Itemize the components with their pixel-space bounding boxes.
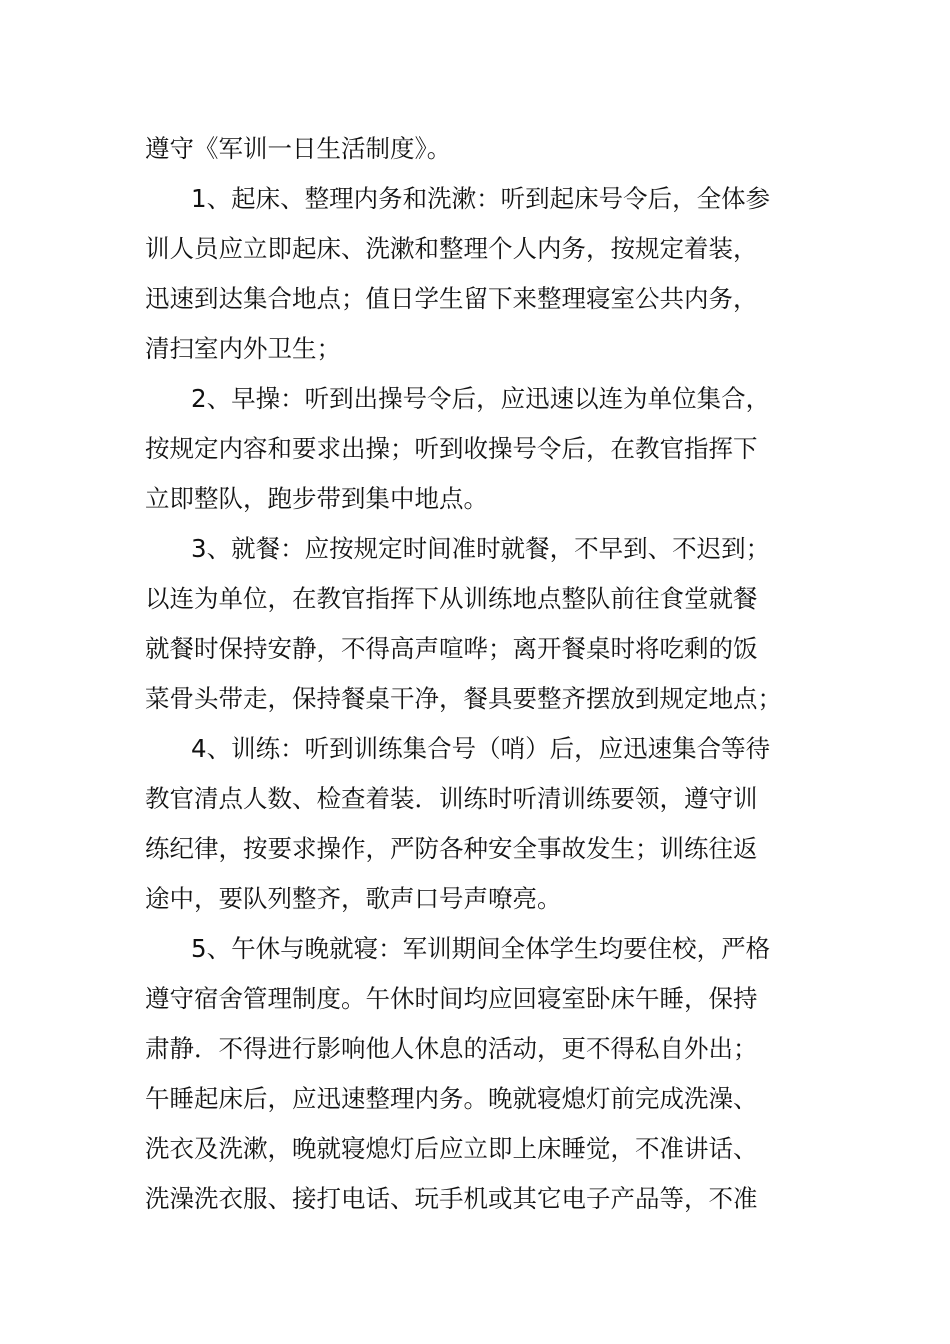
text-line: 按规定内容和要求出操；听到收操号令后，在教官指挥下 [145, 434, 758, 463]
text-line: 5、午休与晚就寝：军训期间全体学生均要住校，严格 [191, 934, 771, 963]
paragraph-wakeup [145, 174, 810, 374]
text-line: 菜骨头带走，保持餐桌干净，餐具要整齐摆放到规定地点； [145, 684, 782, 713]
text-line: 洗澡洗衣服、接打电话、玩手机或其它电子产品等，不准 [145, 1184, 758, 1213]
text-line: 就餐时保持安静，不得高声喧哗；离开餐桌时将吃剩的饭 [145, 634, 758, 663]
text-line: 遵守宿舍管理制度。午休时间均应回寝室卧床午睡，保持 [145, 984, 758, 1013]
text-line: 4、训练：听到训练集合号（哨）后，应迅速集合等待 [191, 734, 771, 763]
text-line: 以连为单位，在教官指挥下从训练地点整队前往食堂就餐 [145, 584, 758, 613]
paragraph-meals [145, 524, 810, 724]
text-line: 清扫室内外卫生； [145, 334, 341, 363]
text-line: 训人员应立即起床、洗漱和整理个人内务，按规定着装， [145, 234, 758, 263]
document-body [145, 124, 810, 1224]
text-line: 2、早操：听到出操号令后，应迅速以连为单位集合， [191, 384, 771, 413]
text-line: 迅速到达集合地点；值日学生留下来整理寝室公共内务， [145, 284, 758, 313]
text-line: 立即整队，跑步带到集中地点。 [145, 484, 488, 513]
text-line: 午睡起床后，应迅速整理内务。晚就寝熄灯前完成洗澡、 [145, 1084, 758, 1113]
text-line: 教官清点人数、检查着装．训练时听清训练要领，遵守训 [145, 784, 758, 813]
text-line: 肃静．不得进行影响他人休息的活动，更不得私自外出； [145, 1034, 758, 1063]
text-line: 1、起床、整理内务和洗漱：听到起床号令后，全体参 [191, 184, 771, 213]
text-line: 途中，要队列整齐，歌声口号声嘹亮。 [145, 884, 562, 913]
paragraph-training [145, 724, 810, 924]
text-line: 3、就餐：应按规定时间准时就餐，不早到、不迟到； [191, 534, 771, 563]
paragraph-intro [145, 124, 810, 174]
text-line: 洗衣及洗漱，晚就寝熄灯后应立即上床睡觉，不准讲话、 [145, 1134, 758, 1163]
text-line: 练纪律，按要求操作，严防各种安全事故发生；训练往返 [145, 834, 758, 863]
text-line: 遵守《军训一日生活制度》。 [145, 134, 452, 163]
paragraph-rest [145, 924, 810, 1224]
paragraph-morning-exercise [145, 374, 810, 524]
